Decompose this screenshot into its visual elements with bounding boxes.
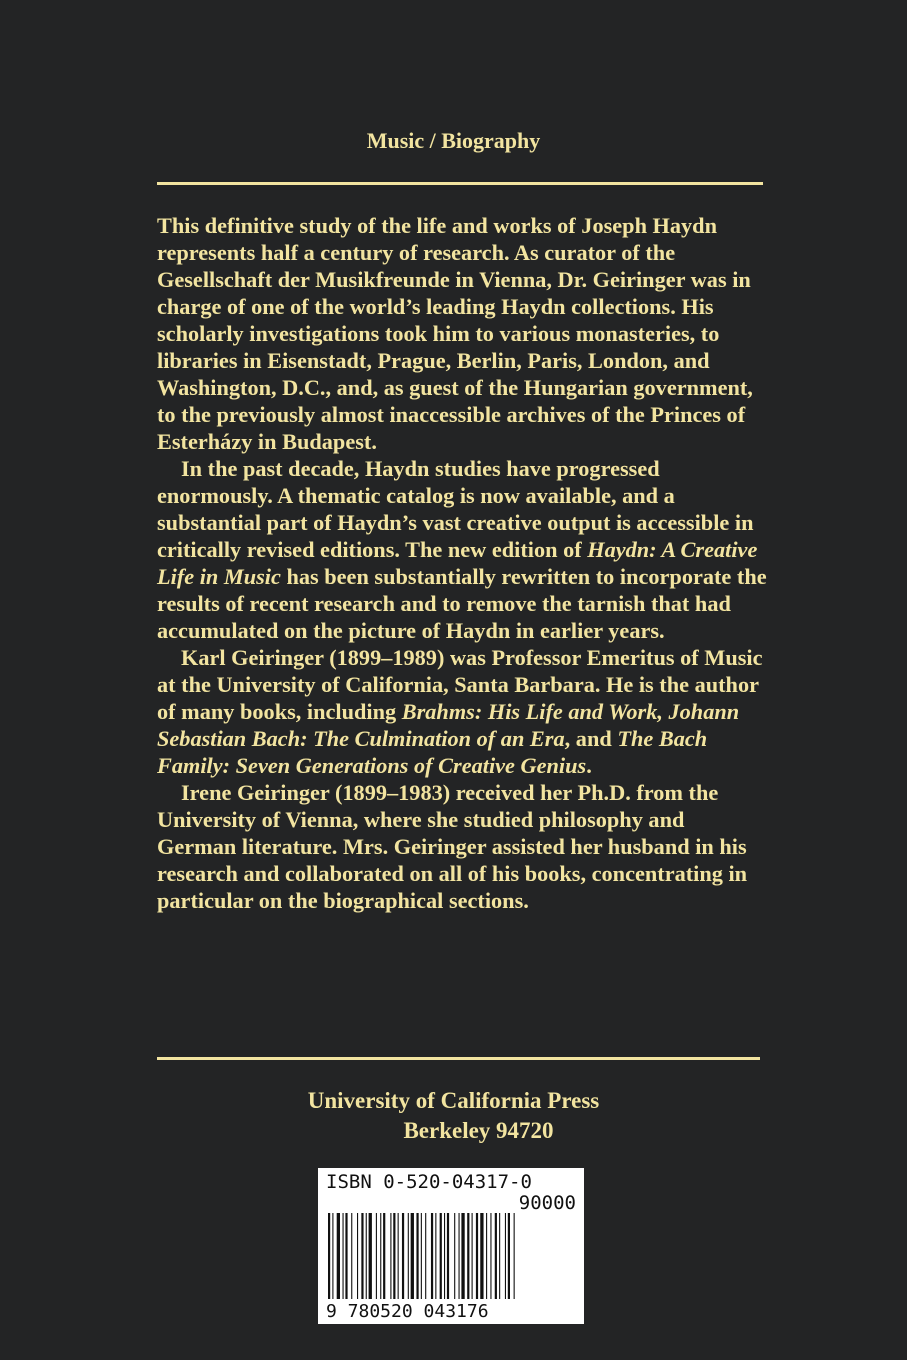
publisher-block	[0, 1086, 907, 1146]
barcode-bars	[328, 1213, 574, 1299]
book-title-bach-family: The Bach Family: Seven Generations of Creative Genius	[157, 726, 708, 778]
paragraph-karl-bio: Karl Geiringer (1899–1989) was Professor Emeritus of Music at the University of California, Santa Barbara. He is the author of many books, including Brahms: His Life and Work, Johann Sebastian Bach: The Culmination of an Era, and The Bach Family: Seven Generations of Creative Genius.	[157, 645, 763, 778]
book-titles: Brahms: His Life and Work, Johann Sebastian Bach: The Culmination of an Era	[157, 699, 740, 751]
ean-number: 9 780520 043176	[326, 1301, 489, 1322]
publisher-name: University of California Press	[307, 1088, 600, 1113]
barcode	[318, 1168, 584, 1324]
paragraph-intro: This definitive study of the life and works of Joseph Haydn represents half a century of research. As curator of the Gesellschaft der Musikfreunde in Vienna, Dr. Geiringer was in charge of one of the world’s leading Haydn collections. His scholarly investigations took him to various monasteries, to libraries in Eisenstadt, Prague, Berlin, Paris, London, and Washington, D.C., and, as guest of the Hungarian government, to the previously almost inaccessible archives of the Princes of Esterházy in Budapest.	[157, 213, 753, 454]
paragraph-new-edition: In the past decade, Haydn studies have progressed enormously. A thematic catalog is now available, and a substantial part of Haydn’s vast creative output is accessible in critically revised editions. The new edition of Haydn: A Creative Life in Music has been substantially rewritten to incorporate the results of recent research and to remove the tarnish that had accumulated on the picture of Haydn in earlier years.	[157, 456, 767, 643]
isbn-text: ISBN 0-520-04317-0	[326, 1171, 532, 1193]
bottom-divider	[157, 1057, 760, 1060]
category-heading: Music / Biography	[366, 128, 541, 153]
book-title: Haydn: A Creative Life in Music	[157, 537, 758, 589]
publisher-city: Berkeley 94720	[403, 1118, 554, 1143]
blurb-text	[157, 212, 767, 914]
paragraph-irene-bio: Irene Geiringer (1899–1983) received her Ph.D. from the University of Vienna, where she studied philosophy and German literature. Mrs. Geiringer assisted her husband in his research and collaborated on all of his books, concentrating in particular on the biographical sections.	[157, 780, 748, 913]
price-code: 90000	[518, 1192, 576, 1214]
top-divider	[157, 182, 763, 185]
